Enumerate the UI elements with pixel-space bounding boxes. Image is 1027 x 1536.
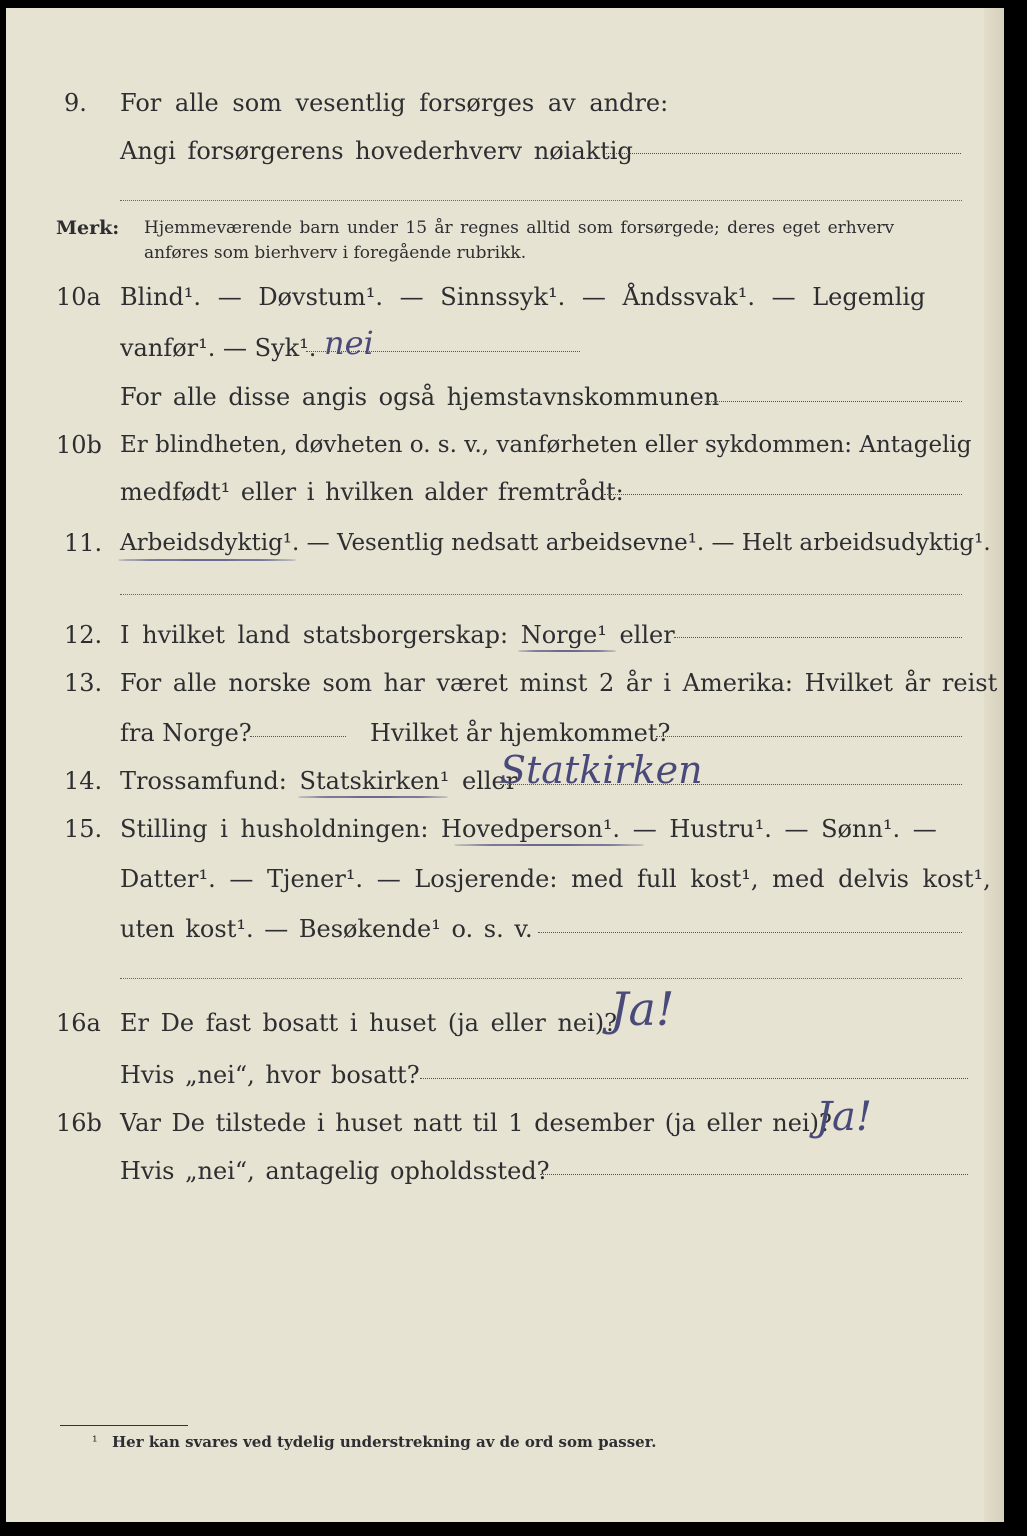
merk-line2: anføres som bierhverv i foregående rubrikk.	[144, 243, 527, 263]
footnote-rule	[60, 1425, 188, 1426]
q12-number: 12.	[64, 621, 103, 649]
q10a-number: 10a	[56, 283, 101, 311]
q11-line1: Arbeidsdyktig¹. — Vesentlig nedsatt arbeidsevne¹. — Helt arbeidsudyktig¹.	[120, 530, 991, 556]
q13-departure-line[interactable]	[250, 736, 346, 737]
q15-line1: Stilling i husholdningen: Hovedperson¹. — Hustru¹. — Sønn¹. —	[120, 815, 937, 843]
q10a-hometown-line[interactable]	[706, 401, 962, 402]
q15-line3: uten kost¹. — Besøkende¹ o. s. v.	[120, 915, 533, 943]
q10a-handwritten-answer: nei	[324, 324, 374, 362]
footnote-text: Her kan svares ved tydelig understrekning av de ord som passer.	[112, 1433, 657, 1451]
q10b-line2: medfødt¹ eller i hvilken alder fremtrådt:	[120, 478, 624, 506]
q15-underline	[454, 844, 644, 846]
q14-number: 14.	[64, 767, 103, 795]
q9-line1: For alle som vesentlig forsørges av andre:	[120, 89, 669, 117]
q16a-number: 16a	[56, 1009, 101, 1037]
q14-handwritten-answer: Statkirken	[500, 748, 703, 792]
q10b-number: 10b	[56, 431, 102, 459]
q9-answer-line-2[interactable]	[120, 200, 962, 201]
q13-line2a: fra Norge?	[120, 719, 252, 747]
q15-number: 15.	[64, 815, 103, 843]
q16a-answer-line[interactable]	[420, 1078, 968, 1079]
q16b-line2: Hvis „nei“, antagelig opholdssted?	[120, 1157, 550, 1185]
q15-line2: Datter¹. — Tjener¹. — Losjerende: med full kost¹, med delvis kost¹,	[120, 865, 991, 893]
q9-line2: Angi forsørgerens hovederhverv nøiaktig	[120, 137, 633, 165]
merk-label: Merk:	[56, 217, 120, 239]
q11-number: 11.	[64, 529, 103, 557]
census-form-page	[6, 8, 1004, 1522]
q15-answer-line-2[interactable]	[120, 978, 962, 979]
q10a-answer-line[interactable]	[306, 351, 580, 352]
q11-answer-line[interactable]	[120, 594, 962, 595]
q10a-line2: vanfør¹. — Syk¹.	[120, 334, 317, 362]
q12-underline	[518, 650, 616, 652]
q16a-handwritten-answer: Ja!	[610, 982, 675, 1036]
q10a-line3: For alle disse angis også hjemstavnskommunen	[120, 383, 720, 411]
q13-number: 13.	[64, 669, 103, 697]
q16b-handwritten-answer: Ja!	[816, 1094, 872, 1140]
q10b-answer-line[interactable]	[604, 494, 962, 495]
q10b-line1: Er blindheten, døvheten o. s. v., vanførheten eller sykdommen: Antagelig	[120, 432, 972, 458]
footnote-mark: ¹	[92, 1434, 98, 1450]
q13-return-line[interactable]	[656, 736, 962, 737]
page-edge	[984, 8, 1004, 1522]
q12-line1: I hvilket land statsborgerskap: Norge¹ eller	[120, 621, 675, 649]
q13-line2b: Hvilket år hjemkommet?	[370, 719, 671, 747]
q14-underline	[298, 796, 448, 798]
q12-answer-line[interactable]	[674, 637, 962, 638]
q9-number: 9.	[64, 89, 87, 117]
merk-line1: Hjemmeværende barn under 15 år regnes alltid som forsørgede; deres eget erhverv	[144, 218, 895, 238]
q16b-number: 16b	[56, 1109, 102, 1137]
q9-answer-line[interactable]	[606, 153, 961, 154]
q16a-line1: Er De fast bosatt i huset (ja eller nei)?	[120, 1009, 618, 1037]
q10a-line1: Blind¹. — Døvstum¹. — Sinnssyk¹. — Åndssvak¹. — Legemlig	[120, 283, 926, 311]
q13-line1: For alle norske som har været minst 2 år i Amerika: Hvilket år reist	[120, 669, 998, 697]
q16a-line2: Hvis „nei“, hvor bosatt?	[120, 1061, 420, 1089]
q16b-answer-line[interactable]	[540, 1174, 968, 1175]
q14-line1: Trossamfund: Statskirken¹ eller	[120, 767, 518, 795]
q15-answer-line[interactable]	[538, 932, 962, 933]
q11-underline	[118, 559, 296, 561]
q14-answer-line[interactable]	[500, 784, 962, 785]
q16b-line1: Var De tilstede i huset natt til 1 desember (ja eller nei)?	[120, 1109, 832, 1137]
